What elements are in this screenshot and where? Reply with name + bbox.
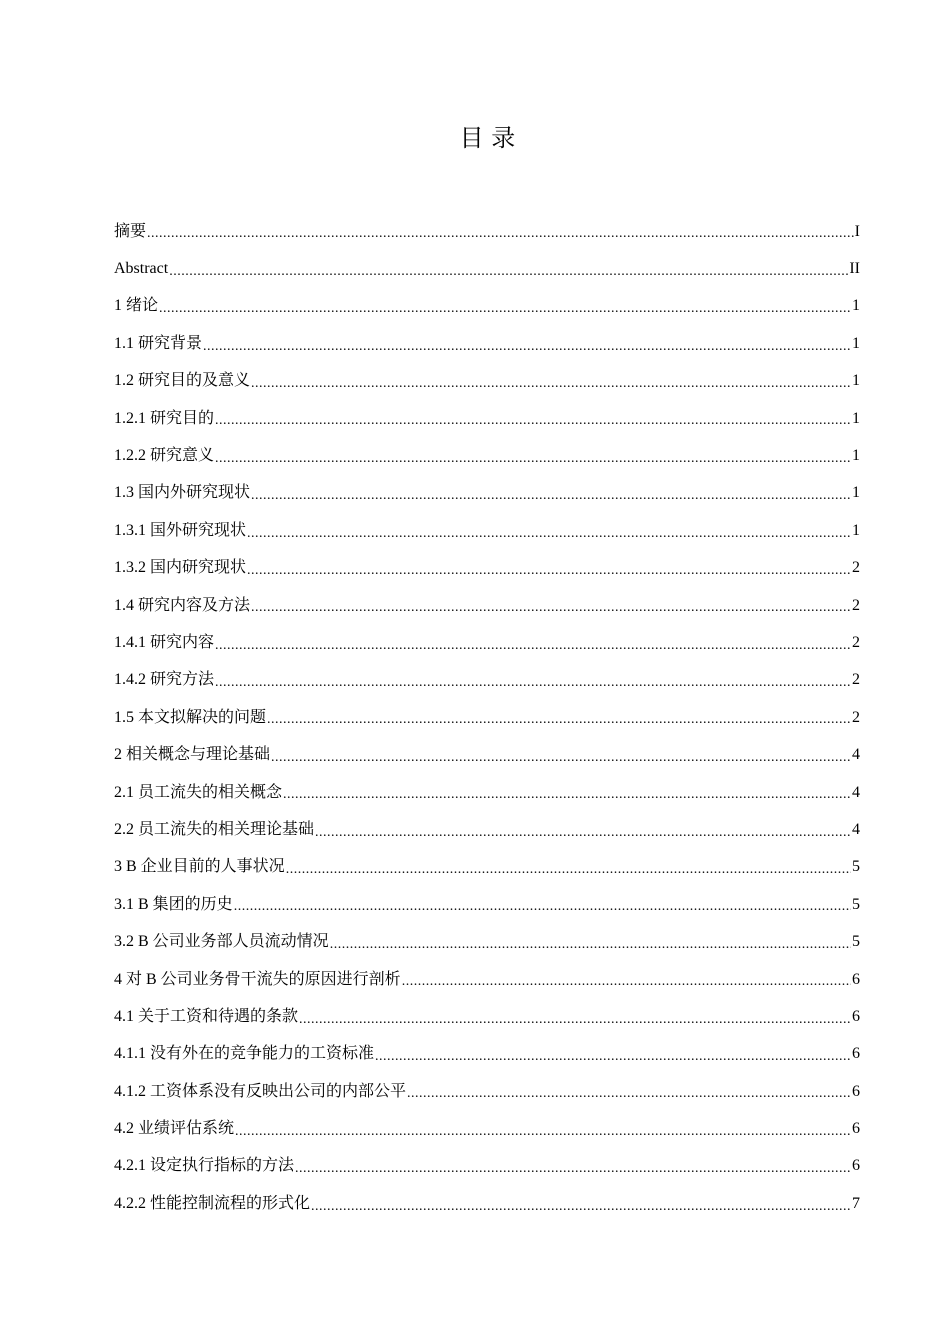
toc-leader-dots xyxy=(267,715,851,736)
toc-leader-dots xyxy=(311,1202,851,1223)
toc-entry-page: 6 xyxy=(852,1157,860,1175)
toc-leader-dots xyxy=(286,865,851,886)
toc-entry-label: 4.2.2 性能控制流程的形式化 xyxy=(114,1194,311,1212)
toc-leader-dots xyxy=(215,454,851,475)
toc-entry-page: 2 xyxy=(852,633,860,651)
toc-entry[interactable] xyxy=(114,662,860,699)
toc-leader-dots xyxy=(315,828,851,849)
toc-entry-page: 1 xyxy=(852,521,860,539)
toc-entry[interactable] xyxy=(114,1148,860,1185)
toc-entry-page: 4 xyxy=(852,783,860,801)
toc-leader-dots xyxy=(235,1127,851,1148)
toc-entry[interactable] xyxy=(114,400,860,437)
toc-entry-page: 4 xyxy=(852,746,860,764)
toc-entry-page: 1 xyxy=(852,297,860,315)
toc-entry-page: 1 xyxy=(852,409,860,427)
toc-entry[interactable] xyxy=(114,550,860,587)
toc-entry-label: 3.1 B 集团的历史 xyxy=(114,895,233,913)
toc-entry-page: 5 xyxy=(852,933,860,951)
toc-entry-label: 4 对 B 公司业务骨干流失的原因进行剖析 xyxy=(114,970,401,988)
toc-entry-label: Abstract xyxy=(114,260,169,278)
toc-entry-page: 5 xyxy=(852,858,860,876)
toc-leader-dots xyxy=(271,753,851,774)
toc-leader-dots xyxy=(402,977,851,998)
toc-entry-page: 6 xyxy=(852,1120,860,1138)
toc-entry[interactable] xyxy=(114,961,860,998)
toc-leader-dots xyxy=(407,1089,851,1110)
toc-leader-dots xyxy=(283,790,851,811)
toc-entry-label: 1.1 研究背景 xyxy=(114,334,203,352)
toc-entry-label: 1.2.2 研究意义 xyxy=(114,447,215,465)
toc-entry[interactable] xyxy=(114,736,860,773)
toc-entry-label: 摘要 xyxy=(114,222,147,240)
toc-entry[interactable] xyxy=(114,886,860,923)
toc-entry-label: 2.2 员工流失的相关理论基础 xyxy=(114,820,315,838)
toc-leader-dots xyxy=(295,1164,851,1185)
toc-entry-label: 1.4.1 研究内容 xyxy=(114,633,215,651)
toc-entry-label: 4.1.1 没有外在的竞争能力的工资标准 xyxy=(114,1045,375,1063)
toc-entry-page: 6 xyxy=(852,1045,860,1063)
toc-leader-dots xyxy=(251,491,851,512)
toc-entry-page: 5 xyxy=(852,895,860,913)
toc-entry-label: 1.5 本文拟解决的问题 xyxy=(114,708,267,726)
toc-entry[interactable] xyxy=(114,1185,860,1222)
toc-entry-label: 1.4 研究内容及方法 xyxy=(114,596,251,614)
toc-entry-label: 1.4.2 研究方法 xyxy=(114,671,215,689)
toc-entry-label: 1.2.1 研究目的 xyxy=(114,409,215,427)
toc-entry-page: 2 xyxy=(852,671,860,689)
toc-entry[interactable] xyxy=(114,699,860,736)
toc-entry[interactable] xyxy=(114,811,860,848)
toc-leader-dots xyxy=(375,1052,851,1073)
toc-leader-dots xyxy=(251,603,851,624)
toc-entry-label: 1.2 研究目的及意义 xyxy=(114,372,251,390)
toc-entry[interactable] xyxy=(114,288,860,325)
toc-leader-dots xyxy=(203,342,851,363)
toc-entry-page: 6 xyxy=(852,1007,860,1025)
toc-entry-page: I xyxy=(854,222,860,240)
toc-entry[interactable] xyxy=(114,849,860,886)
toc-entry-page: 7 xyxy=(852,1194,860,1212)
toc-entry-page: 6 xyxy=(852,970,860,988)
toc-entry[interactable] xyxy=(114,998,860,1035)
toc-leader-dots xyxy=(215,641,851,662)
toc-entry[interactable] xyxy=(114,774,860,811)
toc-entry-page: 1 xyxy=(852,334,860,352)
toc-entry-label: 4.2.1 设定执行指标的方法 xyxy=(114,1157,295,1175)
toc-entry-label: 1.3.2 国内研究现状 xyxy=(114,559,247,577)
toc-entry-page: 2 xyxy=(852,596,860,614)
toc-entry[interactable] xyxy=(114,475,860,512)
toc-entry[interactable] xyxy=(114,587,860,624)
toc-entry[interactable] xyxy=(114,363,860,400)
toc-leader-dots xyxy=(147,229,854,250)
toc-entry-label: 3 B 企业目前的人事状况 xyxy=(114,858,285,876)
toc-entry[interactable] xyxy=(114,437,860,474)
toc-leader-dots xyxy=(247,566,851,587)
toc-entry-label: 4.2 业绩评估系统 xyxy=(114,1120,235,1138)
toc-entry-page: 1 xyxy=(852,372,860,390)
toc-entry[interactable] xyxy=(114,250,860,287)
toc-entry-page: 4 xyxy=(852,820,860,838)
toc-entry[interactable] xyxy=(114,923,860,960)
toc-leader-dots xyxy=(247,529,851,550)
page-title: 目 录 xyxy=(459,124,516,152)
toc-entry-page: 2 xyxy=(852,559,860,577)
toc-entry[interactable] xyxy=(114,512,860,549)
toc-entry[interactable] xyxy=(114,1036,860,1073)
toc-leader-dots xyxy=(299,1015,851,1036)
toc-entry-page: 1 xyxy=(852,484,860,502)
toc-entry[interactable] xyxy=(114,1110,860,1147)
toc-leader-dots xyxy=(215,416,851,437)
toc-leader-dots xyxy=(159,304,851,325)
toc-leader-dots xyxy=(234,902,851,923)
toc-leader-dots xyxy=(251,379,851,400)
toc-leader-dots xyxy=(215,678,851,699)
toc-entry-label: 2.1 员工流失的相关概念 xyxy=(114,783,283,801)
toc-entry-label: 4.1.2 工资体系没有反映出公司的内部公平 xyxy=(114,1082,407,1100)
toc-entry-page: 2 xyxy=(852,708,860,726)
toc-entry[interactable] xyxy=(114,325,860,362)
toc-entry-page: 6 xyxy=(852,1082,860,1100)
toc-entry-label: 2 相关概念与理论基础 xyxy=(114,746,271,764)
toc-entry[interactable] xyxy=(114,624,860,661)
toc-entry-label: 1.3 国内外研究现状 xyxy=(114,484,251,502)
toc-leader-dots xyxy=(169,267,848,288)
toc-entry-label: 1.3.1 国外研究现状 xyxy=(114,521,247,539)
toc-entry-label: 3.2 B 公司业务部人员流动情况 xyxy=(114,933,329,951)
toc-entry[interactable] xyxy=(114,1073,860,1110)
table-of-contents xyxy=(114,213,860,1223)
toc-entry-page: II xyxy=(849,260,860,278)
toc-entry-page: 1 xyxy=(852,447,860,465)
toc-entry-label: 1 绪论 xyxy=(114,297,159,315)
toc-entry-label: 4.1 关于工资和待遇的条款 xyxy=(114,1007,299,1025)
toc-entry[interactable] xyxy=(114,213,860,250)
toc-leader-dots xyxy=(330,940,851,961)
